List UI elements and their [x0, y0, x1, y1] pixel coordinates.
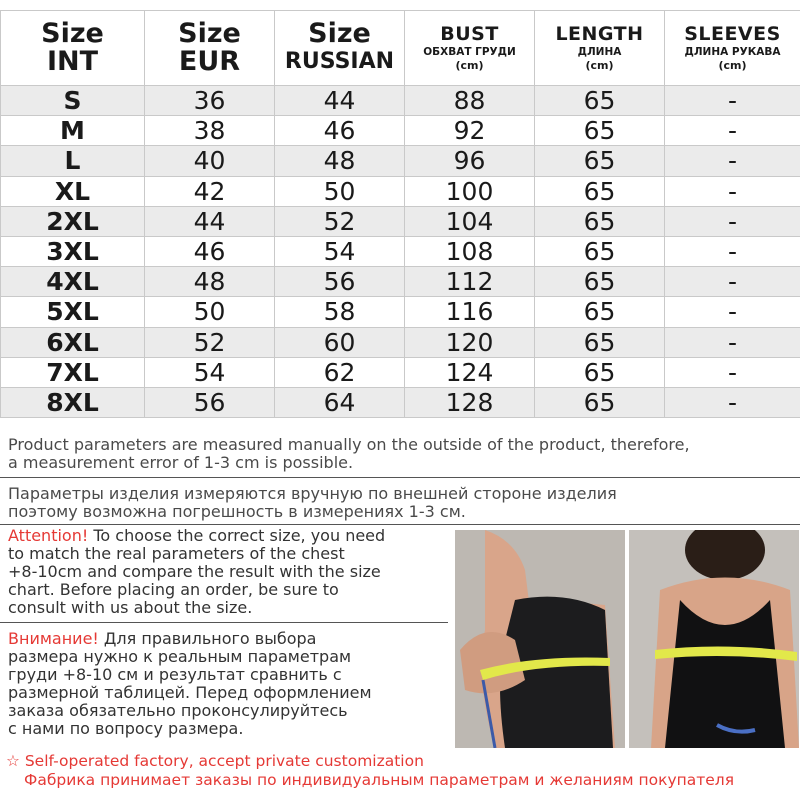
- table-cell: -: [665, 236, 800, 266]
- table-row: [1, 176, 800, 206]
- table-cell: 65: [535, 176, 665, 206]
- table-row: [1, 86, 800, 116]
- attention-ru-block: Внимание! Для правильного выбора размера нужно к реальным параметрам груди +8-10 см и результат сравнить с размерной таблицей. Перед оформлением заказа обязательно проконсулируйтесь с нами по вопросу размера.: [8, 629, 372, 738]
- table-cell: 65: [535, 206, 665, 236]
- table-cell: XL: [1, 176, 145, 206]
- table-cell: 64: [275, 387, 405, 417]
- table-cell: 44: [145, 206, 275, 236]
- table-cell: 120: [405, 327, 535, 357]
- table-cell: 65: [535, 86, 665, 116]
- star-icon: ☆: [6, 752, 20, 770]
- table-cell: 48: [275, 146, 405, 176]
- measurement-note-en: Product parameters are measured manually on the outside of the product, therefore, a measurement error of 1-3 cm is possible.: [8, 435, 690, 472]
- table-cell: 5XL: [1, 297, 145, 327]
- table-cell: -: [665, 297, 800, 327]
- table-row: [1, 146, 800, 176]
- table-cell: 65: [535, 236, 665, 266]
- table-cell: 56: [275, 267, 405, 297]
- table-cell: 48: [145, 267, 275, 297]
- table-cell: 65: [535, 387, 665, 417]
- divider-line: [0, 477, 800, 478]
- table-row: [1, 327, 800, 357]
- table-cell: L: [1, 146, 145, 176]
- table-cell: 56: [145, 387, 275, 417]
- header-size-eur: Size EUR: [145, 11, 275, 86]
- table-row: [1, 116, 800, 146]
- table-cell: 4XL: [1, 267, 145, 297]
- divider-line: [0, 524, 800, 525]
- table-cell: 65: [535, 116, 665, 146]
- table-cell: 52: [145, 327, 275, 357]
- table-cell: 65: [535, 327, 665, 357]
- footer-factory-en: ☆ Self-operated factory, accept private customization: [6, 752, 424, 770]
- table-cell: 124: [405, 357, 535, 387]
- table-cell: -: [665, 176, 800, 206]
- table-cell: 60: [275, 327, 405, 357]
- table-cell: 108: [405, 236, 535, 266]
- footer-factory-ru: Фабрика принимает заказы по индивидуальным параметрам и желаниям покупателя: [24, 771, 735, 789]
- table-cell: 7XL: [1, 357, 145, 387]
- table-cell: 88: [405, 86, 535, 116]
- table-cell: 38: [145, 116, 275, 146]
- table-cell: 46: [145, 236, 275, 266]
- table-cell: 46: [275, 116, 405, 146]
- table-cell: 42: [145, 176, 275, 206]
- table-cell: 65: [535, 146, 665, 176]
- table-cell: 44: [275, 86, 405, 116]
- table-row: [1, 236, 800, 266]
- table-cell: -: [665, 116, 800, 146]
- table-cell: -: [665, 357, 800, 387]
- table-cell: 100: [405, 176, 535, 206]
- table-cell: 8XL: [1, 387, 145, 417]
- table-cell: 116: [405, 297, 535, 327]
- table-cell: M: [1, 116, 145, 146]
- header-size-russian: Size RUSSIAN: [275, 11, 405, 86]
- header-sleeves: SLEEVES ДЛИНА РУКАВА (cm): [665, 11, 800, 86]
- table-cell: -: [665, 146, 800, 176]
- table-cell: 6XL: [1, 327, 145, 357]
- table-cell: S: [1, 86, 145, 116]
- size-chart-table: [0, 10, 800, 418]
- attention-label-en: Attention!: [8, 526, 89, 545]
- table-cell: 2XL: [1, 206, 145, 236]
- header-length: LENGTH ДЛИНА (cm): [535, 11, 665, 86]
- table-row: [1, 297, 800, 327]
- table-cell: 65: [535, 297, 665, 327]
- table-cell: 65: [535, 267, 665, 297]
- table-cell: 62: [275, 357, 405, 387]
- table-cell: 54: [145, 357, 275, 387]
- attention-en-block: Attention! To choose the correct size, you need to match the real parameters of the chest +8-10cm and compare the result with the size chart. Before placing an order, be sure to consult with us about the size.: [8, 526, 386, 617]
- table-cell: 112: [405, 267, 535, 297]
- table-cell: 54: [275, 236, 405, 266]
- table-cell: 58: [275, 297, 405, 327]
- table-row: [1, 387, 800, 417]
- table-cell: 36: [145, 86, 275, 116]
- table-cell: -: [665, 327, 800, 357]
- header-bust: BUST ОБХВАТ ГРУДИ (cm): [405, 11, 535, 86]
- measurement-illustration: [455, 530, 799, 748]
- table-cell: 96: [405, 146, 535, 176]
- table-cell: 50: [145, 297, 275, 327]
- table-cell: 50: [275, 176, 405, 206]
- table-cell: -: [665, 267, 800, 297]
- table-row: [1, 357, 800, 387]
- header-size-int: Size INT: [1, 11, 145, 86]
- table-cell: 92: [405, 116, 535, 146]
- table-cell: -: [665, 86, 800, 116]
- table-cell: 3XL: [1, 236, 145, 266]
- table-cell: 65: [535, 357, 665, 387]
- attention-label-ru: Внимание!: [8, 629, 99, 648]
- table-cell: 104: [405, 206, 535, 236]
- measurement-note-ru: Параметры изделия измеряются вручную по внешней стороне изделия поэтому возможна погрешность в измерениях 1-3 см.: [8, 484, 617, 521]
- measurement-photo: [455, 530, 799, 748]
- table-cell: -: [665, 206, 800, 236]
- table-cell: 128: [405, 387, 535, 417]
- table-cell: 40: [145, 146, 275, 176]
- table-cell: -: [665, 387, 800, 417]
- table-body: [1, 86, 800, 418]
- table-header-row: [1, 11, 800, 86]
- table-row: [1, 206, 800, 236]
- divider-line: [0, 622, 448, 623]
- table-cell: 52: [275, 206, 405, 236]
- table-row: [1, 267, 800, 297]
